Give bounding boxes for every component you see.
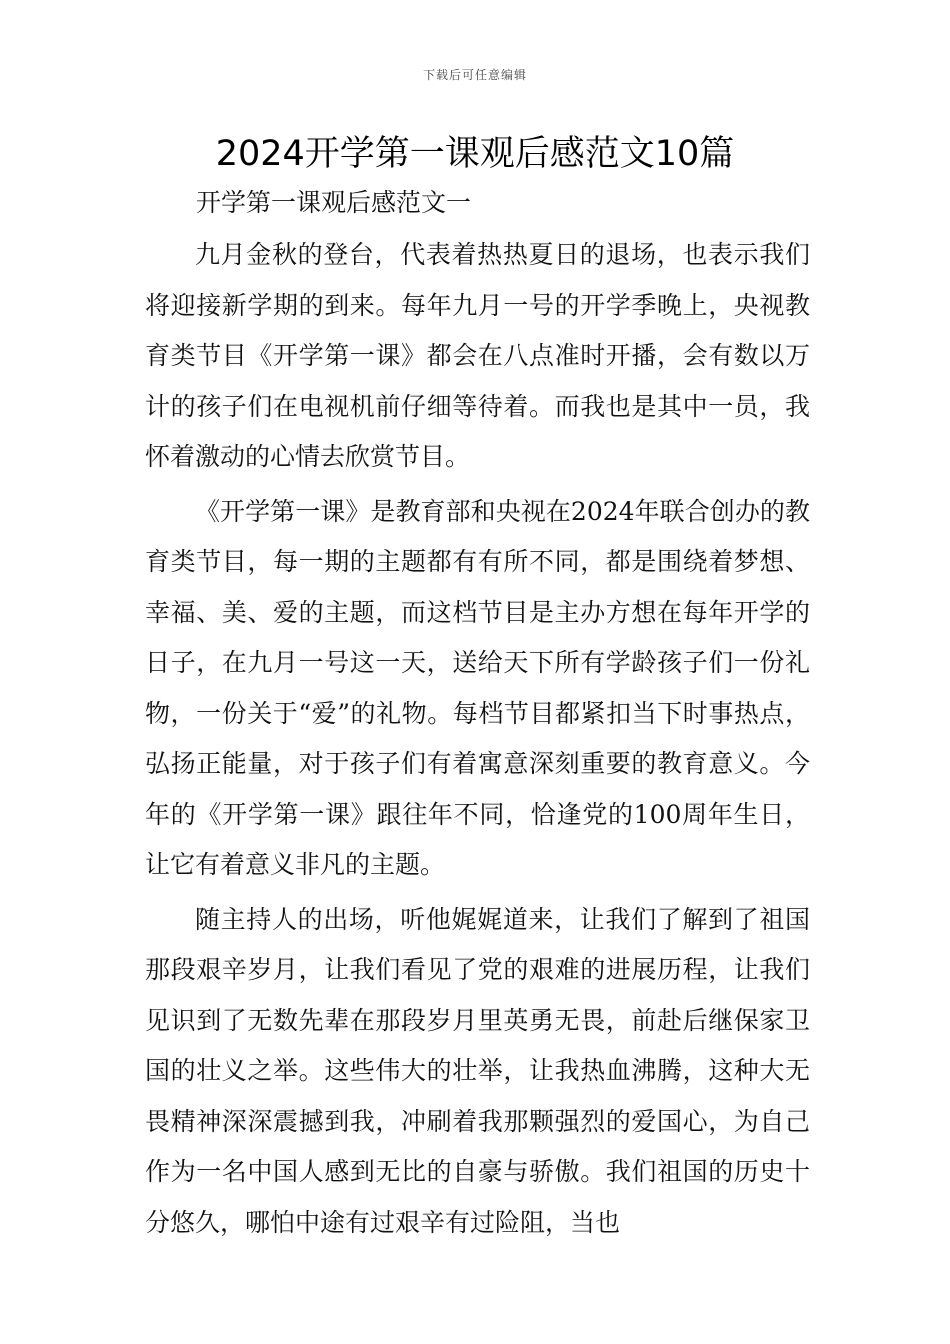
paragraph-3: 随主持人的出场，听他娓娓道来，让我们了解到了祖国那段艰辛岁月，让我们看见了党的艰难的进展历程，让我们见识到了无数先辈在那段岁月里英勇无畏，前赴后继保家卫国的壮义之举。这些伟大的壮举，让我热血沸腾，这种大无畏精神深深震撼到我，冲刷着我那颗强烈的爱国心，为自己作为一名中国人感到无比的自豪与骄傲。我们祖国的历史十分悠久，哪怕中途有过艰辛有过险阻，当也 [145, 904, 810, 1237]
document-body [145, 230, 810, 1248]
document-subtitle: 开学第一课观后感范文一 [196, 188, 472, 217]
document-title: 2024开学第一课观后感范文10篇 [215, 134, 735, 174]
paragraph-2: 《开学第一课》是教育部和央视在2024年联合创办的教育类节目，每一期的主题都有有所不同，都是围绕着梦想、幸福、美、爱的主题，而这档节目是主办方想在每年开学的日子，在九月一号这一天，送给天下所有学龄孩子们一份礼物，一份关于“爱”的礼物。每档节目都紧扣当下时事热点，弘扬正能量，对于孩子们有着寓意深刻重要的教育意义。今年的《开学第一课》跟往年不同，恰逢党的100周年生日，让它有着意义非凡的主题。 [145, 496, 810, 879]
paragraph-1: 九月金秋的登台，代表着热热夏日的退场，也表示我们将迎接新学期的到来。每年九月一号的开学季晚上，央视教育类节目《开学第一课》都会在八点准时开播，会有数以万计的孩子们在电视机前仔细等待着。而我也是其中一员，我怀着激动的心情去欣赏节目。 [145, 240, 810, 471]
header-note: 下载后可任意编辑 [422, 68, 527, 82]
